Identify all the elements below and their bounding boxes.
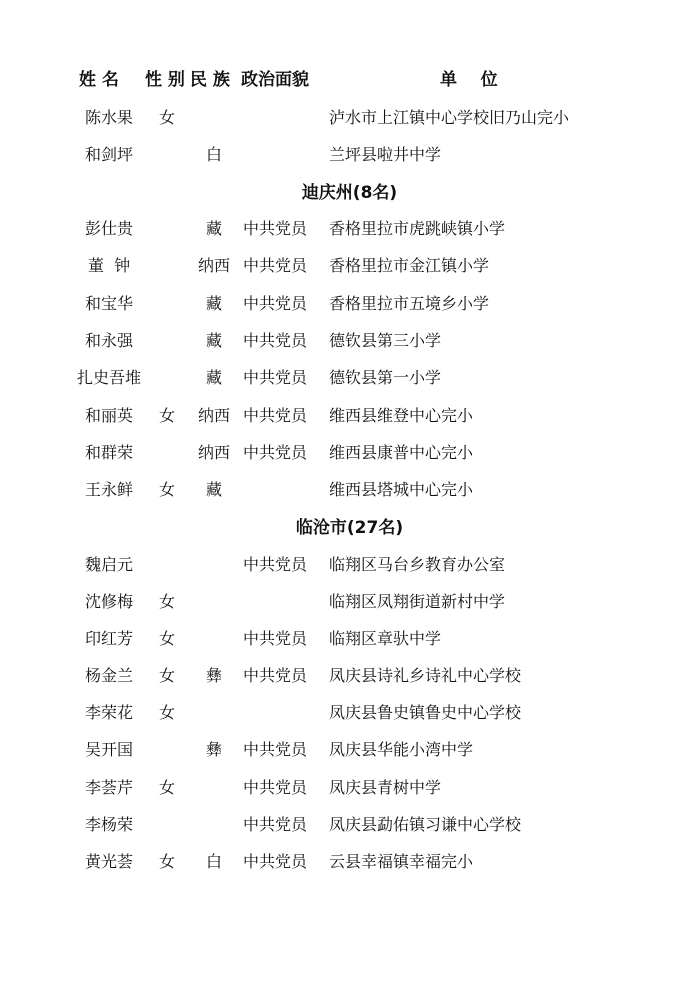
unit-cell: 临翔区马台乡教育办公室 [329,555,506,574]
table-row [0,143,699,167]
unit-cell: 凤庆县华能小湾中学 [329,740,474,759]
table-row [0,254,699,278]
ethnicity-cell: 藏 [205,294,222,313]
political-status-cell: 中共党员 [243,331,308,350]
ethnicity-cell: 彝 [205,740,222,759]
table-row [0,478,699,502]
political-status-cell: 中共党员 [243,294,308,313]
name-cell: 陈水果 [84,108,133,127]
political-status-cell: 中共党员 [243,629,308,648]
name-cell: 杨金兰 [84,666,133,685]
political-status-cell: 中共党员 [243,256,308,275]
gender-cell: 女 [158,629,175,648]
ethnicity-cell: 纳西 [197,443,230,462]
gender-cell: 女 [158,703,175,722]
unit-cell: 香格里拉市五境乡小学 [329,294,490,313]
political-status-cell: 中共党员 [243,852,308,871]
name-cell: 和宝华 [84,294,133,313]
gender-cell: 女 [158,666,175,685]
name-cell: 扎史吾堆 [76,368,141,387]
unit-cell: 德钦县第一小学 [329,368,442,387]
table-row [0,664,699,688]
unit-cell: 维西县康普中心完小 [329,443,474,462]
table-row [0,217,699,241]
name-cell: 黄光荟 [84,852,133,871]
unit-cell: 临翔区章驮中学 [329,629,442,648]
political-status-cell: 中共党员 [243,778,308,797]
name-cell: 印红芳 [84,629,133,648]
table-row [0,738,699,762]
table-row [0,701,699,725]
political-status-cell: 中共党员 [243,666,308,685]
political-status-cell: 中共党员 [243,740,308,759]
gender-cell: 女 [158,108,175,127]
name-cell: 彭仕贵 [84,219,133,238]
table-row [0,366,699,390]
name-cell: 李荟芹 [84,778,133,797]
header-ethnicity: 民 族 [190,70,230,90]
name-cell: 王永鲜 [84,480,133,499]
ethnicity-cell: 纳西 [197,256,230,275]
name-cell: 董 钟 [87,256,131,275]
header-gender: 性 别 [145,70,185,90]
gender-cell: 女 [158,592,175,611]
name-cell: 和丽英 [84,406,133,425]
unit-cell: 泸水市上江镇中心学校旧乃山完小 [329,108,570,127]
ethnicity-cell: 纳西 [197,406,230,425]
unit-cell: 维西县塔城中心完小 [329,480,474,499]
table-row [0,106,699,130]
name-cell: 吴开国 [84,740,133,759]
table-row [0,627,699,651]
ethnicity-cell: 藏 [205,480,222,499]
political-status-cell: 中共党员 [243,219,308,238]
table-row [0,441,699,465]
ethnicity-cell: 藏 [205,368,222,387]
name-cell: 李杨荣 [84,815,133,834]
gender-cell: 女 [158,852,175,871]
ethnicity-cell: 白 [205,145,222,164]
section-heading: 迪庆州(8名) [301,183,398,203]
unit-cell: 维西县维登中心完小 [329,406,474,425]
table-row [0,776,699,800]
political-status-cell: 中共党员 [243,368,308,387]
unit-cell: 临翔区凤翔街道新村中学 [329,592,506,611]
table-row [0,292,699,316]
political-status-cell: 中共党员 [243,406,308,425]
unit-cell: 兰坪县啦井中学 [329,145,442,164]
unit-cell: 德钦县第三小学 [329,331,442,350]
table-row [0,813,699,837]
unit-cell: 香格里拉市虎跳峡镇小学 [329,219,506,238]
name-cell: 和群荣 [84,443,133,462]
header-name: 姓 名 [79,70,119,90]
name-cell: 沈修梅 [84,592,133,611]
unit-cell: 凤庆县鲁史镇鲁史中心学校 [329,703,522,722]
header-unit: 单 位 [440,70,498,90]
header-political: 政治面貌 [241,70,309,90]
name-cell: 李荣花 [84,703,133,722]
table-row [0,553,699,577]
unit-cell: 云县幸福镇幸福完小 [329,852,474,871]
gender-cell: 女 [158,406,175,425]
political-status-cell: 中共党员 [243,815,308,834]
table-row [0,329,699,353]
gender-cell: 女 [158,480,175,499]
ethnicity-cell: 彝 [205,666,222,685]
name-cell: 魏启元 [84,555,133,574]
table-row [0,850,699,874]
unit-cell: 凤庆县诗礼乡诗礼中心学校 [329,666,522,685]
table-row [0,590,699,614]
unit-cell: 香格里拉市金江镇小学 [329,256,490,275]
ethnicity-cell: 藏 [205,331,222,350]
gender-cell: 女 [158,778,175,797]
name-cell: 和永强 [84,331,133,350]
table-row [0,404,699,428]
ethnicity-cell: 白 [205,852,222,871]
name-cell: 和剑坪 [84,145,133,164]
political-status-cell: 中共党员 [243,443,308,462]
unit-cell: 凤庆县勐佑镇习谦中心学校 [329,815,522,834]
section-heading: 临沧市(27名) [295,518,404,538]
ethnicity-cell: 藏 [205,219,222,238]
unit-cell: 凤庆县青树中学 [329,778,442,797]
political-status-cell: 中共党员 [243,555,308,574]
